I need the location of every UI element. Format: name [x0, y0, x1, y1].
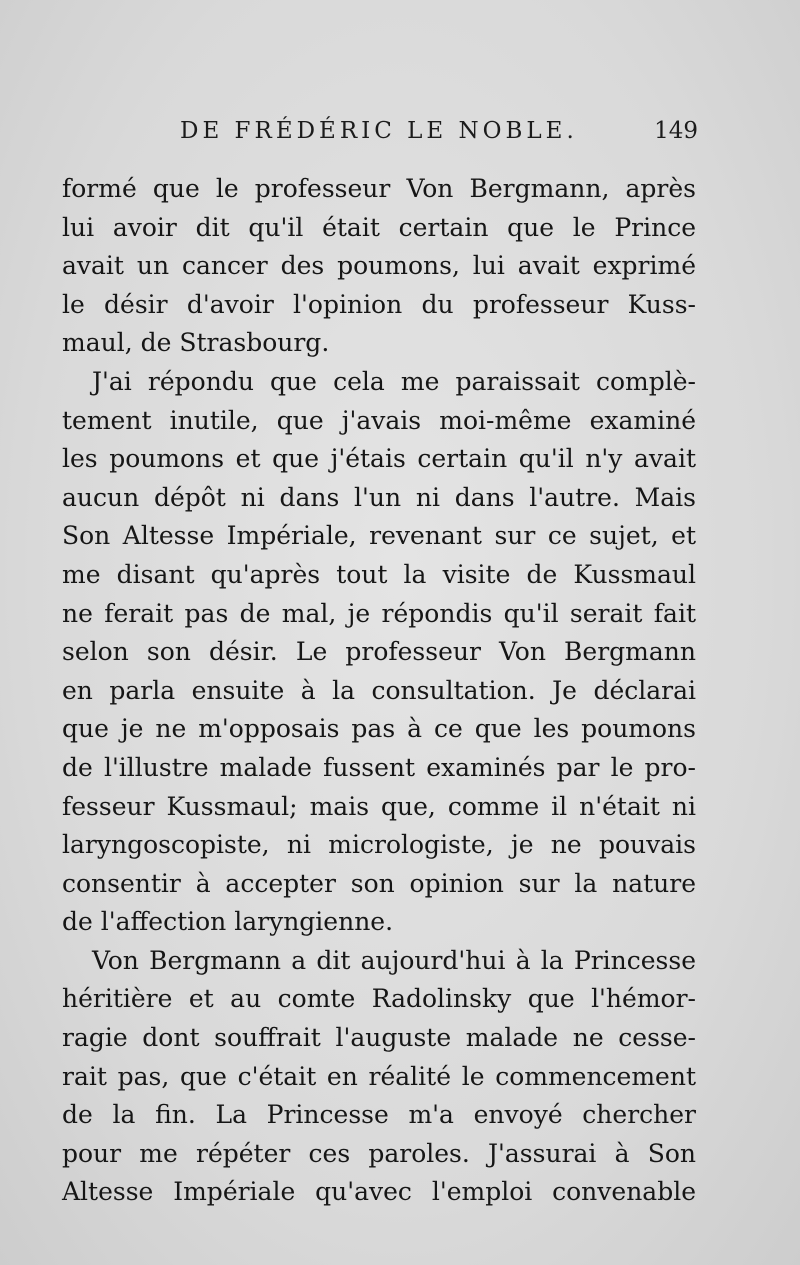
running-head	[60, 118, 700, 150]
text-line: ne ferait pas de mal, je répondis qu'il serait fait	[62, 598, 696, 628]
text-line: ragie dont souffrait l'auguste malade ne cesse-	[62, 1023, 696, 1053]
text-line: de la fin. La Princesse m'a envoyé chercher	[62, 1100, 696, 1130]
body-text	[62, 170, 696, 1212]
text-line: maul, de Strasbourg.	[62, 328, 330, 358]
text-line: lui avoir dit qu'il était certain que le Prince	[62, 212, 696, 242]
text-line: de l'illustre malade fussent examinés par le pro-	[62, 752, 696, 782]
text-line: pour me répéter ces paroles. J'assurai à Son	[62, 1138, 696, 1168]
text-line: de l'affection laryngienne.	[62, 907, 394, 937]
text-line: Altesse Impériale qu'avec l'emploi convenable	[62, 1177, 696, 1207]
text-line: J'ai répondu que cela me paraissait complè-	[92, 366, 696, 396]
text-line: le désir d'avoir l'opinion du professeur Kuss-	[62, 289, 696, 319]
text-line: me disant qu'après tout la visite de Kussmaul	[62, 559, 696, 589]
text-line: laryngoscopiste, ni micrologiste, je ne pouvais	[62, 830, 696, 860]
text-line: fesseur Kussmaul; mais que, comme il n'était ni	[62, 791, 696, 821]
text-line: héritière et au comte Radolinsky que l'hémor-	[62, 984, 696, 1014]
text-line: formé que le professeur Von Bergmann, après	[62, 174, 696, 203]
text-line: selon son désir. Le professeur Von Bergmann	[62, 637, 696, 667]
text-line: les poumons et que j'étais certain qu'il n'y avait	[62, 444, 696, 474]
text-line: consentir à accepter son opinion sur la nature	[62, 868, 696, 898]
text-line: en parla ensuite à la consultation. Je déclarai	[62, 675, 696, 705]
text-line: aucun dépôt ni dans l'un ni dans l'autre. Mais	[62, 482, 696, 512]
running-title: DE FRÉDÉRIC LE NOBLE.	[180, 118, 578, 144]
text-line: rait pas, que c'était en réalité le commencement	[62, 1061, 696, 1091]
text-line: Son Altesse Impériale, revenant sur ce sujet, et	[62, 521, 696, 551]
page-number: 149	[654, 118, 698, 144]
text-line: Von Bergmann a dit aujourd'hui à la Princesse	[92, 945, 696, 975]
text-line: avait un cancer des poumons, lui avait exprimé	[62, 251, 696, 281]
text-line: tement inutile, que j'avais moi-même examiné	[62, 405, 696, 435]
text-line: que je ne m'opposais pas à ce que les poumons	[62, 714, 696, 744]
